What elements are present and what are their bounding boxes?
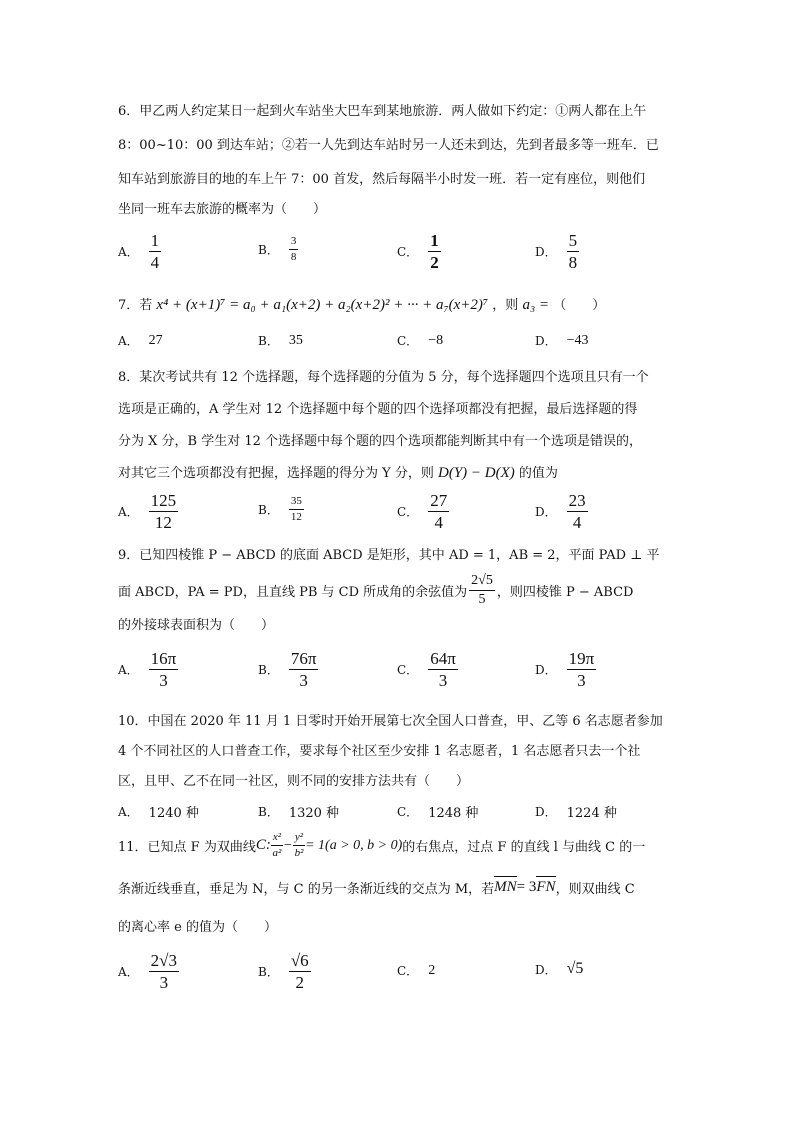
q8-line3: 分为 X 分，B 学生对 12 个选择题中每个题的四个选项都能判断其中有一个选项是错误的，	[118, 434, 643, 449]
option-fraction	[428, 232, 441, 271]
option-fraction	[428, 492, 449, 531]
option-label: D．	[535, 245, 557, 259]
denominator: 4	[572, 513, 582, 532]
q7-mid: ，则	[492, 298, 519, 313]
option-label: A．	[118, 965, 139, 979]
q9-line2	[118, 574, 633, 607]
q10-option-a	[118, 802, 199, 821]
q9-line2-text: 面 ABCD，PA = PD，且直线 PB 与 CD 所成角的余弦值为	[118, 585, 468, 600]
q11-line2	[118, 878, 635, 897]
q7-formula: x⁴ + (x+1)⁷ = a₀ + a₁(x+2) + a₂(x+2)² + ··· + a₇(x+2)⁷	[156, 297, 489, 313]
denominator: 8	[568, 253, 578, 272]
option-label: B．	[258, 805, 279, 819]
q8-line4-tail: 的值为	[518, 466, 558, 481]
option-label: C．	[397, 663, 419, 677]
q8-line1: 8．某次考试共有 12 个选择题，每个选择题的分值为 5 分，每个选择题四个选项且只有一个	[118, 370, 649, 385]
q9-option-c	[397, 650, 458, 689]
numerator: 125	[150, 491, 177, 510]
numerator: 16π	[150, 649, 177, 668]
numerator: x²	[271, 832, 283, 846]
option-fraction	[289, 650, 319, 689]
option-label: C．	[397, 805, 419, 819]
option-label: A．	[118, 663, 139, 677]
option-label: D．	[535, 805, 557, 819]
q11-vector-fn: FN	[536, 879, 556, 895]
q11-line1-tail: 的右焦点，过点 F 的直线 l 与曲线 C 的一	[402, 840, 646, 855]
numerator: 23	[568, 491, 586, 510]
q6-line3: 知车站到旅游目的地的车上午 7：00 首发，然后每隔半小时发一班．若一定有座位，则他们	[118, 172, 646, 187]
q11-curve-name: C:	[255, 837, 271, 853]
numerator: 2√3	[150, 951, 178, 970]
denominator: 4	[150, 253, 160, 272]
option-fraction	[567, 232, 580, 271]
q7-option-a	[118, 332, 163, 349]
q11-line1-text: 11．已知点 F 为双曲线	[118, 840, 256, 855]
option-label: B．	[258, 503, 279, 517]
option-value: 35	[288, 332, 303, 348]
q9-option-a	[118, 650, 178, 689]
option-fraction	[289, 496, 304, 523]
option-fraction	[567, 650, 597, 689]
q11-option-b	[258, 952, 311, 991]
denominator: 3	[159, 671, 168, 690]
q6-option-a	[118, 232, 161, 271]
q10-line1: 10．中国在 2020 年 11 月 1 日零时开始开展第七次全国人口普查，甲、乙等 6 名志愿者参加	[118, 714, 663, 729]
option-label: A．	[118, 334, 139, 348]
option-label: A．	[118, 245, 139, 259]
q9-option-d	[535, 650, 596, 689]
numerator: 3	[289, 236, 299, 250]
q11-line2-tail: ，则双曲线 C	[555, 882, 635, 897]
option-fraction	[149, 650, 179, 689]
q6-option-b	[258, 236, 298, 263]
option-fraction	[149, 952, 179, 991]
option-value: 1248 种	[428, 806, 479, 821]
option-label: C．	[397, 964, 419, 978]
option-value: 27	[148, 332, 163, 348]
option-label: D．	[535, 505, 557, 519]
q10-line2: 4 个不同社区的人口普查工作，要求每个社区至少安排 1 名志愿者，1 名志愿者只去一个社	[118, 744, 641, 759]
numerator: 1	[430, 231, 439, 250]
numerator: 35	[289, 496, 304, 510]
option-value: √5	[566, 960, 584, 977]
option-label: D．	[535, 334, 557, 348]
denominator: 3	[299, 671, 308, 690]
denominator: 12	[290, 511, 302, 523]
q11-equals: = 3	[516, 879, 537, 895]
q11-y-fraction	[293, 832, 305, 859]
option-label: A．	[118, 805, 139, 819]
numerator: 5	[568, 231, 578, 250]
q11-line3: 的离心率 e 的值为（ ）	[118, 920, 277, 935]
q8-line4-text: 对其它三个选项都没有把握，选择题的得分为 Y 分，则	[118, 466, 434, 481]
q7-prefix: 7．若	[118, 298, 153, 313]
option-label: B．	[258, 965, 279, 979]
denominator: a²	[272, 847, 282, 859]
q11-option-d	[535, 960, 583, 978]
option-fraction	[428, 650, 458, 689]
denominator: 12	[154, 513, 172, 532]
q7-suffix: （ ）	[553, 298, 606, 313]
q8-line2: 选项是正确的，A 学生对 12 个选择题中每个题的四个选择项都没有把握，最后选择题的得	[118, 402, 638, 417]
q9-line2-tail: ，则四棱锥 P − ABCD	[496, 585, 634, 600]
option-label: B．	[258, 663, 279, 677]
option-value: 2	[428, 962, 436, 978]
q7-option-d	[535, 332, 589, 349]
numerator: 2√5	[469, 574, 495, 591]
option-value: 1224 种	[566, 806, 617, 821]
denominator: b²	[294, 847, 304, 859]
q11-condition: = 1(a > 0, b > 0)	[305, 837, 403, 853]
denominator: 5	[478, 592, 486, 607]
option-label: A．	[118, 505, 139, 519]
option-label: C．	[397, 334, 419, 348]
numerator: 1	[150, 231, 160, 250]
option-fraction	[149, 492, 179, 531]
q9-option-b	[258, 650, 318, 689]
q8-option-d	[535, 492, 588, 531]
option-label: C．	[397, 505, 419, 519]
numerator: 19π	[568, 649, 595, 668]
q11-line2-text: 条渐近线垂直，垂足为 N，与 C 的另一条渐近线的交点为 M，若	[118, 882, 495, 897]
numerator: y²	[293, 832, 305, 846]
q9-line1: 9．已知四棱锥 P − ABCD 的底面 ABCD 是矩形，其中 AD = 1，AB = 2，平面 PAD ⊥ 平	[118, 548, 660, 563]
q6-option-d	[535, 232, 579, 271]
q8-option-b	[258, 496, 304, 523]
numerator: 64π	[430, 649, 456, 668]
q7-target: a₃ =	[522, 297, 550, 313]
q8-option-c	[397, 492, 449, 531]
q8-variance-expression: D(Y) − D(X)	[438, 465, 515, 481]
numerator: √6	[290, 951, 309, 970]
option-value: 1320 种	[288, 806, 340, 821]
q10-option-d	[535, 802, 617, 821]
q11-line1	[118, 832, 645, 859]
option-value: −8	[428, 332, 444, 348]
q6-option-c	[397, 232, 441, 271]
q10-option-c	[397, 802, 478, 821]
denominator: 8	[290, 251, 297, 263]
q9-cosine-fraction	[469, 574, 495, 607]
option-label: D．	[535, 663, 557, 677]
option-label: C．	[397, 245, 419, 259]
option-fraction	[149, 232, 162, 271]
q8-line4	[118, 462, 558, 482]
q7-stem	[118, 294, 605, 314]
numerator: 76π	[290, 649, 317, 668]
minus-sign: −	[284, 837, 292, 853]
q11-x-fraction	[271, 832, 283, 859]
q11-vector-mn: MN	[494, 879, 517, 895]
q6-line1: 6．甲乙两人约定某日一起到火车站坐大巴车到某地旅游．两人做如下约定：①两人都在上午	[118, 104, 647, 119]
denominator: 3	[438, 671, 448, 690]
q9-line3: 的外接球表面积为（ ）	[118, 618, 275, 633]
option-label: B．	[258, 334, 279, 348]
q7-option-b	[258, 332, 303, 349]
q11-option-c	[397, 962, 435, 979]
denominator: 2	[430, 253, 439, 272]
denominator: 4	[434, 513, 443, 532]
q10-option-b	[258, 802, 339, 821]
q8-option-a	[118, 492, 178, 531]
q7-option-c	[397, 332, 443, 349]
numerator: 27	[430, 491, 448, 510]
option-fraction	[567, 492, 588, 531]
option-label: B．	[258, 243, 279, 257]
option-fraction	[289, 952, 311, 991]
q6-line4: 坐同一班车去旅游的概率为（ ）	[118, 202, 327, 217]
denominator: 2	[295, 973, 304, 992]
option-label: D．	[535, 962, 557, 977]
denominator: 3	[577, 671, 586, 690]
option-value: −43	[566, 332, 589, 348]
q11-option-a	[118, 952, 179, 991]
option-fraction	[289, 236, 299, 263]
q6-line2: 8：00~10：00 到达车站；②若一人先到达车站时另一人还未到达，先到者最多等一班车．已	[118, 138, 659, 153]
denominator: 3	[159, 973, 169, 992]
option-value: 1240 种	[148, 806, 199, 821]
q10-line3: 区，且甲、乙不在同一社区，则不同的安排方法共有（ ）	[118, 774, 470, 789]
